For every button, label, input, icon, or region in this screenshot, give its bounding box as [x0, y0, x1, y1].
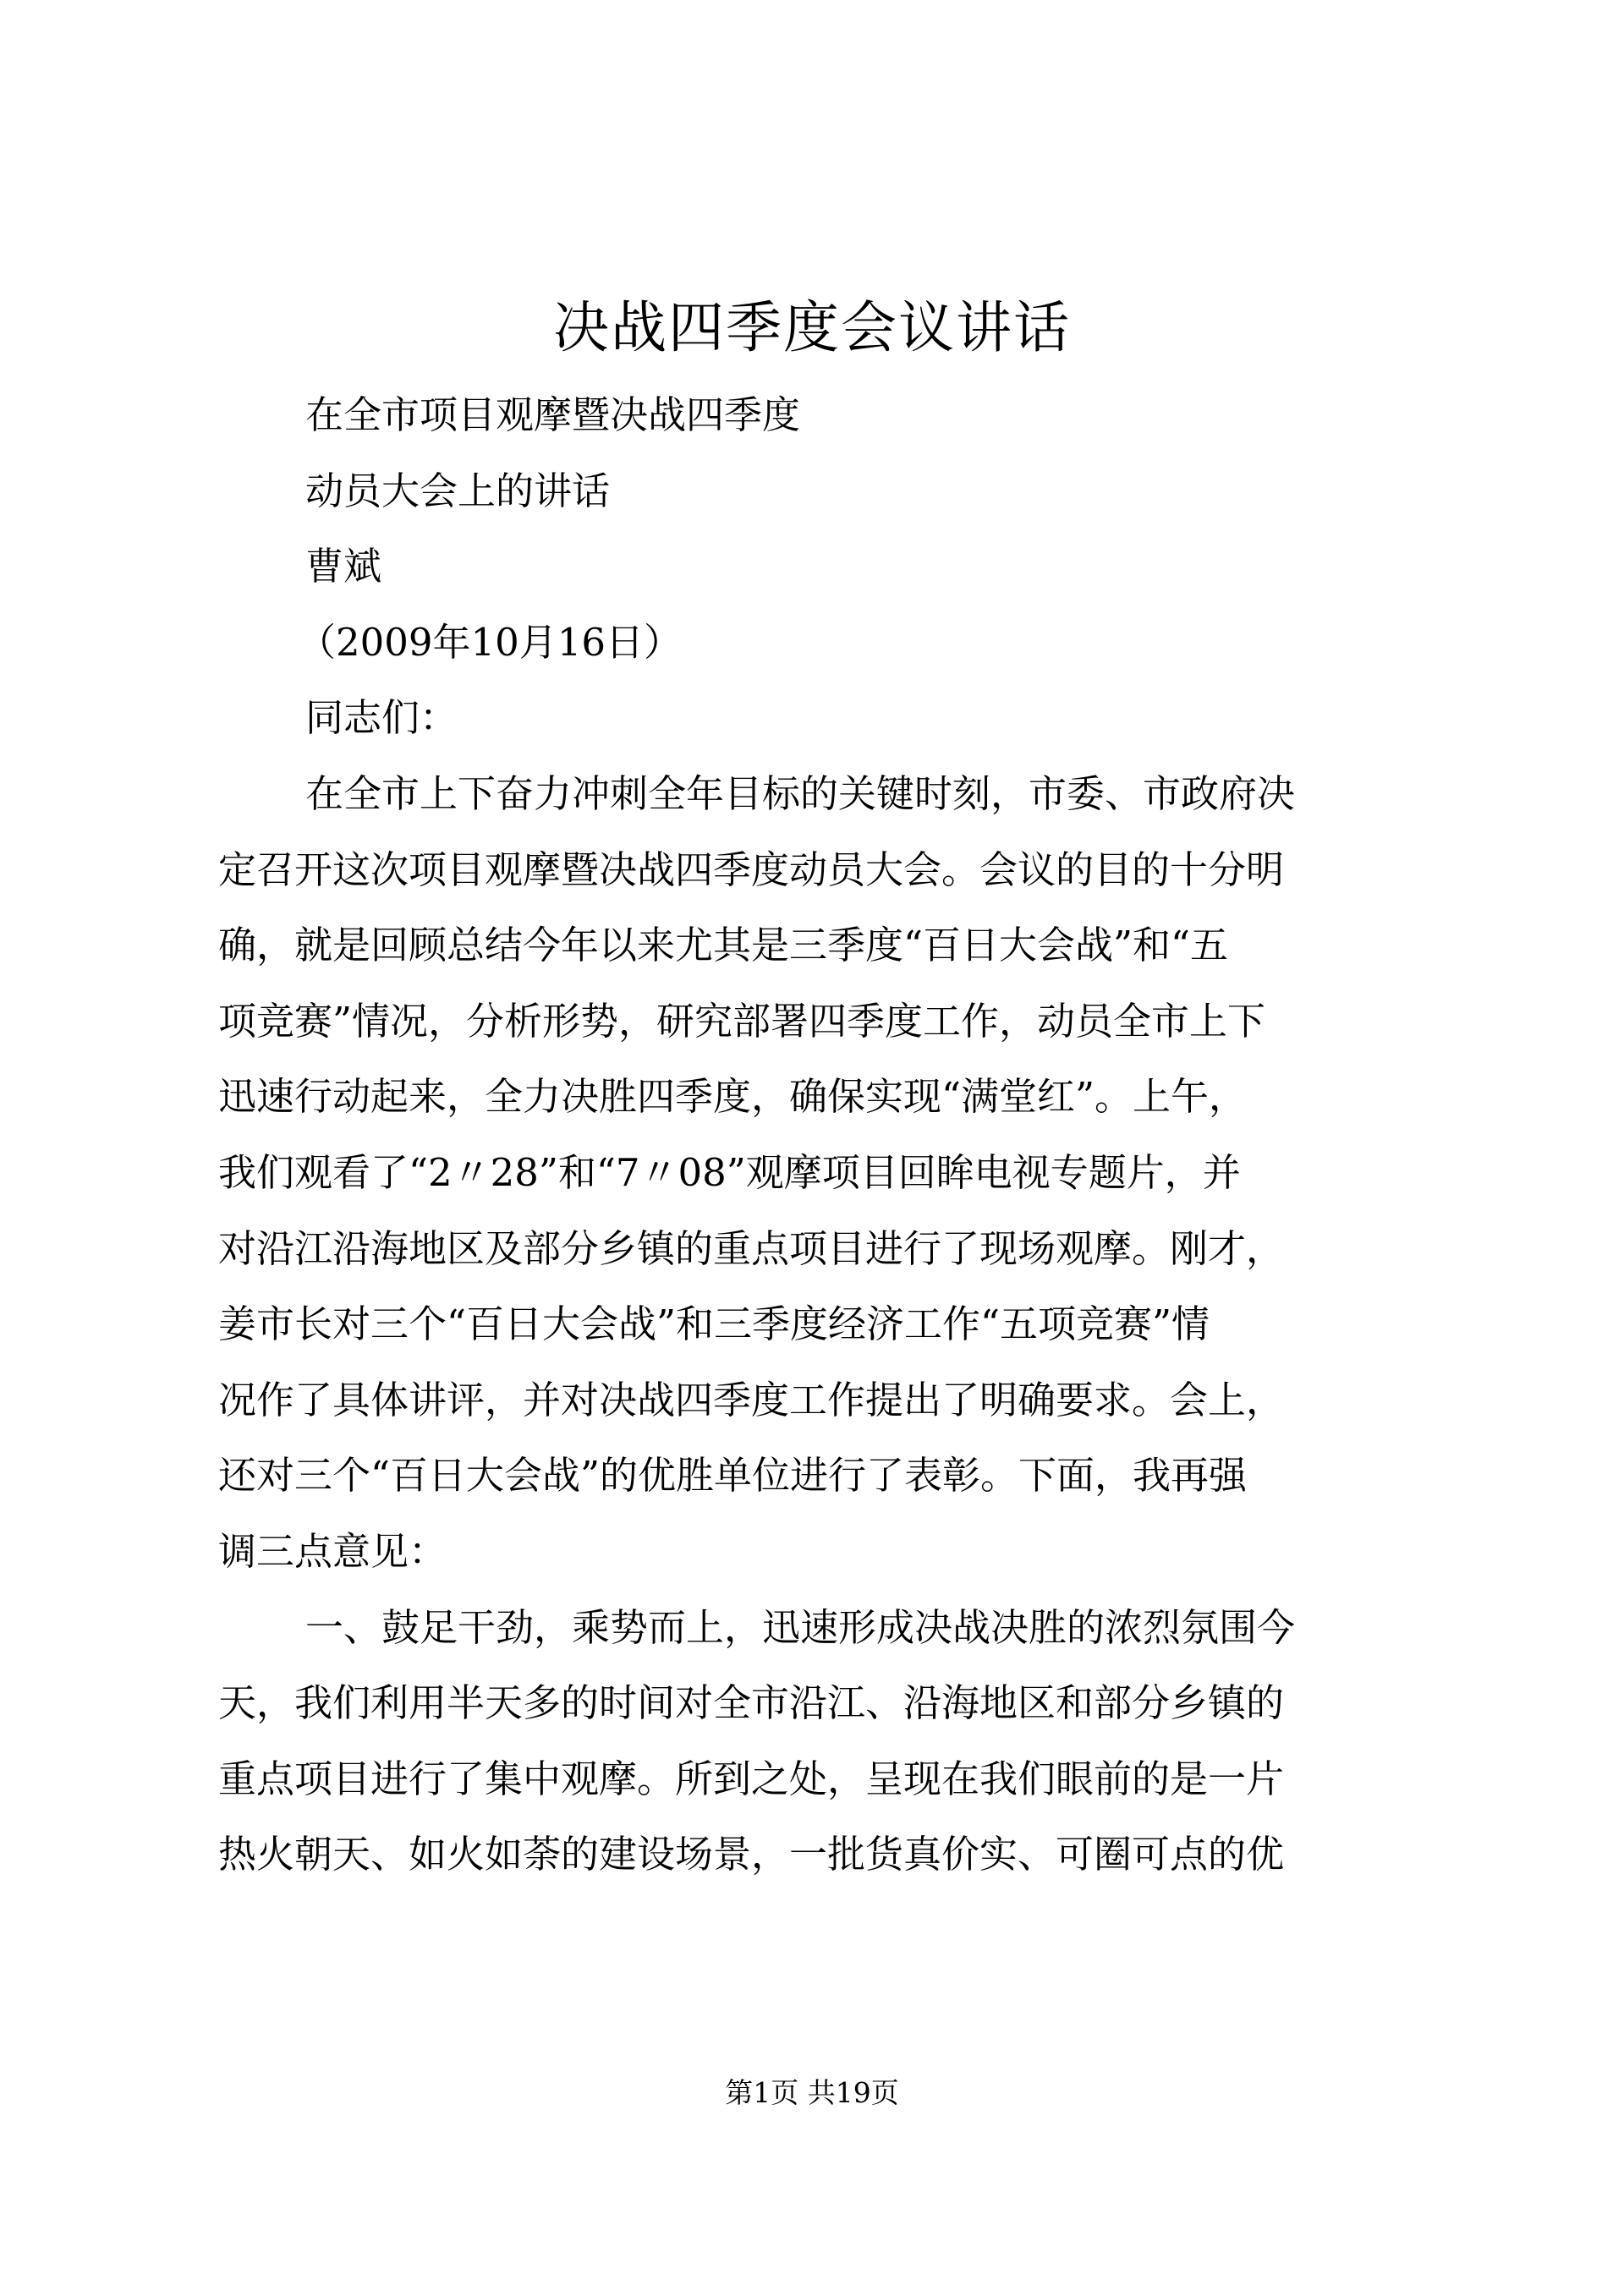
subtitle-line: 动员大会上的讲话 — [305, 468, 611, 513]
document-body — [218, 377, 1428, 1893]
paragraph-line: 项竞赛”情况，分析形势，研究部署四季度工作，动员全市上下 — [218, 998, 1266, 1044]
paragraph-line: 天，我们利用半天多的时间对全市沿江、沿海地区和部分乡镇的 — [218, 1680, 1285, 1726]
paragraph-line: 还对三个“百日大会战”的优胜单位进行了表彰。下面，我再强 — [218, 1453, 1248, 1499]
paragraph-line: 重点项目进行了集中观摩。所到之处，呈现在我们眼前的是一片 — [218, 1756, 1285, 1801]
document-title: 决战四季度会议讲话 — [553, 295, 1071, 360]
paragraph-line: 对沿江沿海地区及部分乡镇的重点项目进行了现场观摩。刚才， — [218, 1225, 1285, 1271]
paragraph-line: 热火朝天、如火如荼的建设场景，一批货真价实、可圈可点的优 — [218, 1832, 1285, 1877]
page-number-footer: 第1页 共19页 — [725, 2076, 899, 2109]
subtitle-line: 在全市项目观摩暨决战四季度 — [305, 392, 801, 437]
speaker-name: 曹斌 — [305, 544, 382, 589]
section-heading-line: 一、鼓足干劲，乘势而上，迅速形成决战决胜的浓烈氛围今 — [305, 1604, 1296, 1650]
salutation: 同志们： — [305, 695, 458, 741]
paragraph-line: 确，就是回顾总结今年以来尤其是三季度“百日大会战”和“五 — [218, 923, 1229, 968]
paragraph-line: 调三点意见： — [218, 1528, 447, 1574]
paragraph-line: 我们观看了“2〃28”和“7〃08”观摩项目回眸电视专题片，并 — [218, 1149, 1241, 1195]
paragraph-line: 姜市长对三个“百日大会战”和三季度经济工作“五项竞赛”情 — [218, 1301, 1210, 1347]
paragraph-line: 定召开这次项目观摩暨决战四季度动员大会。会议的目的十分明 — [218, 847, 1285, 892]
paragraph-line: 迅速行动起来，全力决胜四季度，确保实现“满堂红”。上午， — [218, 1074, 1248, 1120]
paragraph-line: 在全市上下奋力冲刺全年目标的关键时刻，市委、市政府决 — [305, 770, 1296, 816]
paragraph-line: 况作了具体讲评，并对决战四季度工作提出了明确要求。会上， — [218, 1377, 1285, 1422]
speech-date: （2009年10月16日） — [298, 619, 683, 665]
